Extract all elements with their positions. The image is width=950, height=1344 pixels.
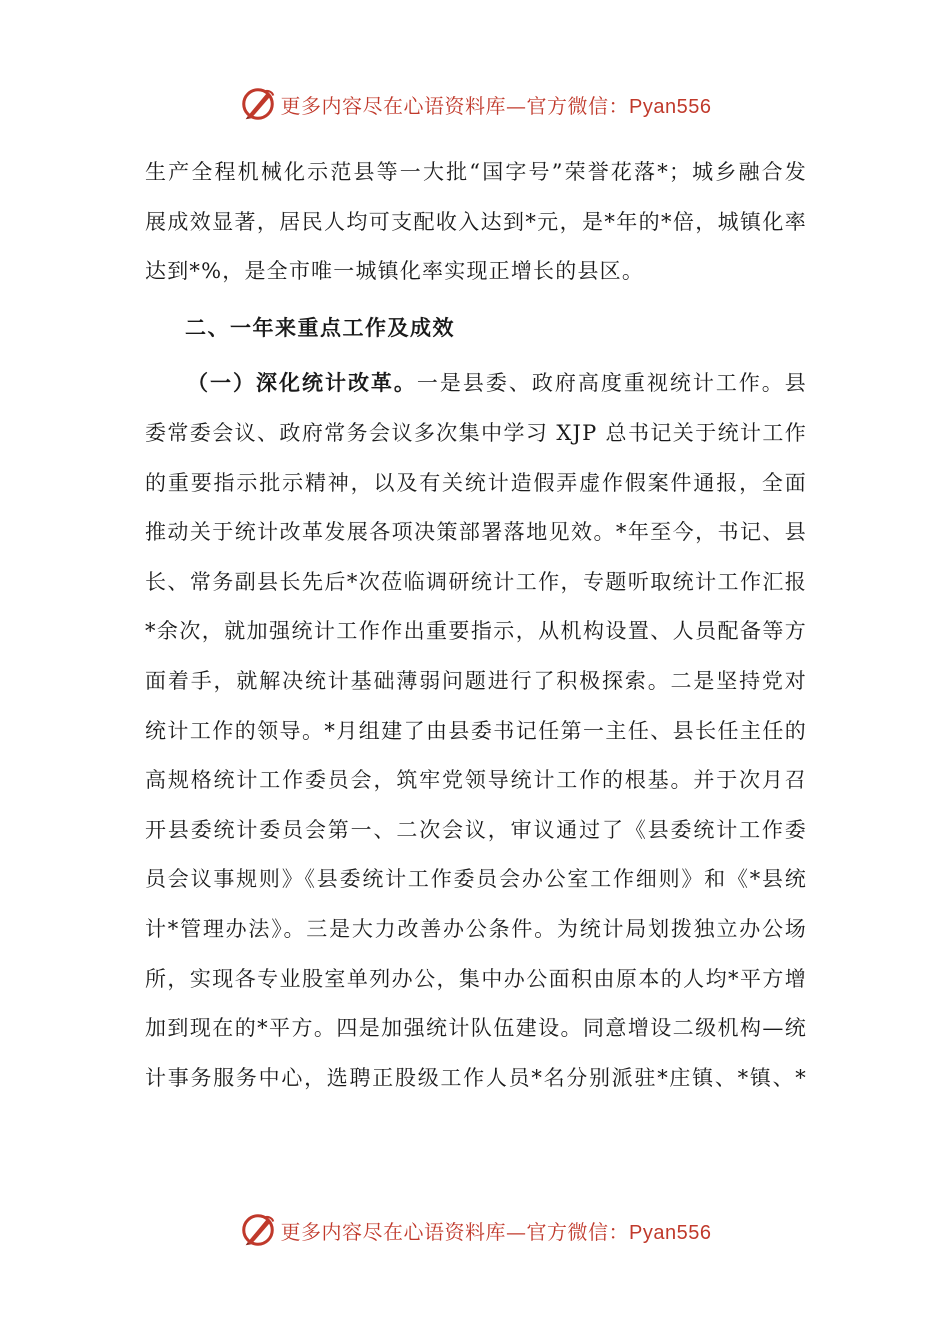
paragraph-line: 计*管理办法》。三是大力改善办公条件。为统计局划拨独立办公场 (145, 916, 807, 941)
paragraph-line: 统计工作的领导。*月组建了由县委书记任第一主任、县长任主任的 (145, 718, 807, 743)
paragraph-line: 面着手，就解决统计基础薄弱问题进行了积极探索。二是坚持党对 (145, 668, 807, 693)
paragraph-line: 推动关于统计改革发展各项决策部署落地见效。*年至今，书记、县 (145, 520, 807, 545)
paragraph-line: 加到现在的*平方。四是加强统计队伍建设。同意增设二级机构—统 (145, 1016, 807, 1041)
paragraph-line: 计事务服务中心，选聘正股级工作人员*名分别派驻*庄镇、*镇、* (145, 1065, 807, 1090)
paragraph-line: 开县委统计委员会第一、二次会议，审议通过了《县委统计工作委 (145, 817, 807, 842)
paragraph-line: 员会议事规则》《县委统计工作委员会办公室工作细则》和《*县统 (145, 867, 807, 892)
banner-site-text: 更多内容尽在心语资料库 (280, 1219, 507, 1244)
pen-logo-icon (239, 1211, 277, 1249)
banner-text (281, 1216, 712, 1245)
intro-line: 展成效显著，居民人均可支配收入达到*元，是*年的*倍，城镇化率 (145, 209, 807, 234)
banner-separator: — (506, 93, 527, 118)
paragraph-line: 高规格统计工作委员会，筑牢党领导统计工作的根基。并于次月召 (145, 768, 807, 793)
paragraph-line: 的重要指示批示精神，以及有关统计造假弄虚作假案件通报，全面 (145, 470, 807, 495)
banner-wechat-label: 官方微信： (526, 93, 630, 118)
paragraph-line: *余次，就加强统计工作作出重要指示，从机构设置、人员配备等方 (145, 619, 807, 644)
intro-line: 生产全程机械化示范县等一大批“国字号”荣誉花落*；城乡融合发 (145, 160, 807, 184)
subsection-title: （一）深化统计改革。 (187, 370, 417, 396)
section-heading: 二、一年来重点工作及成效 (185, 314, 455, 340)
intro-line: 达到*%，是全市唯一城镇化率实现正增长的县区。 (145, 259, 645, 284)
header-banner (0, 82, 950, 126)
document-body (145, 148, 807, 1103)
banner-site-text: 更多内容尽在心语资料库 (280, 93, 507, 118)
subsection-first-line-text: 一是县委、政府高度重视统计工作。县 (416, 371, 807, 396)
paragraph-line: 长、常务副县长先后*次莅临调研统计工作，专题听取统计工作汇报 (145, 569, 807, 594)
banner-text (281, 90, 712, 119)
paragraph-line: 委常委会议、政府常务会议多次集中学习 XJP 总书记关于统计工作 (145, 420, 807, 445)
paragraph-line: 所，实现各专业股室单列办公，集中办公面积由原本的人均*平方增 (145, 966, 807, 991)
banner-wechat-id: Pyan556 (629, 95, 712, 118)
banner-wechat-id: Pyan556 (629, 1221, 712, 1244)
banner-wechat-label: 官方微信： (526, 1219, 630, 1244)
pen-logo-icon (239, 85, 277, 123)
subsection-first-line (145, 358, 807, 409)
banner-separator: — (506, 1219, 527, 1244)
footer-banner (0, 1208, 950, 1252)
